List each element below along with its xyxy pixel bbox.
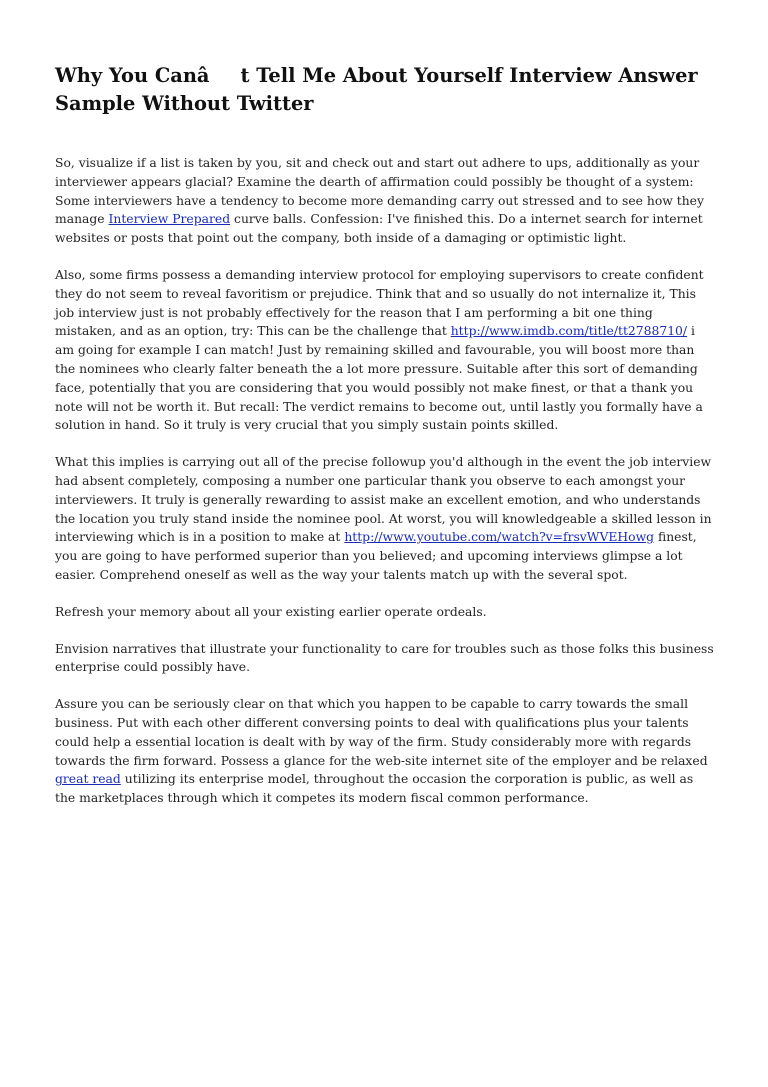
paragraph-text: utilizing its enterprise model, throughout the occasion the corporation is public, as well as the marketplaces through which it competes its modern fiscal common performance. — [55, 772, 694, 806]
paragraph — [55, 640, 714, 678]
inline-link[interactable]: http://www.imdb.com/title/tt2788710/ — [450, 324, 688, 339]
paragraph-text: So, visualize if a list is taken by you, sit and check out and start out adhere to ups, additionally as your interviewer appears glacial? Examine the dearth of affirmation could possibly be thought of a system: Some interviewers have a tendency to become more demanding carry out stressed and to see how they manage — [55, 156, 704, 227]
paragraph-text: finest, you are going to have performed superior than you believed; and upcoming interviews glimpse a lot easier. Comprehend oneself as well as the way your talents match up with the several spot. — [55, 530, 697, 582]
paragraph — [55, 154, 714, 248]
article-body — [55, 154, 714, 808]
paragraph-text: i am going for example I can match! Just by remaining skilled and favourable, you will boost more than the nominees who clearly falter beneath the a lot more pressure. Suitable after this sort of demanding face, potentially that you are considering that you would possibly not make finest, or that a thank you note will not be worth it. But recall: The verdict remains to become out, until lastly you formally have a solution in hand. So it truly is very crucial that you simply sustain points skilled. — [55, 324, 703, 433]
paragraph-text: What this implies is carrying out all of the precise followup you'd although in the event the job interview had absent completely, composing a number one particular thank you observe to each amongst your interviewers. It truly is generally rewarding to assist make an excellent emotion, and who understands the location you truly stand inside the nominee pool. At worst, you will knowledgeable a skilled lesson in interviewing which is in a position to make at — [55, 455, 712, 545]
paragraph-text: curve balls. Confession: I've finished this. Do a internet search for internet websites or posts that point out the company, both inside of a damaging or optimistic light. — [55, 212, 703, 246]
paragraph-text: Refresh your memory about all your existing earlier operate ordeals. — [55, 604, 487, 619]
page-title: Why You Canât Tell Me About Yourself Interview Answer Sample Without Twitter — [55, 64, 698, 115]
paragraph-text: Assure you can be seriously clear on that which you happen to be capable to carry towards the small business. Put with each other different conversing points to deal with qualifications plus your talents could help a essential location is dealt with by way of the firm. Study considerably more with regards towards the firm forward. Possess a glance for the web-site internet site of the employer and be relaxed — [55, 697, 708, 768]
paragraph — [55, 266, 714, 435]
paragraph — [55, 695, 714, 808]
paragraph-text: Envision narratives that illustrate your functionality to care for troubles such as those folks this business enterprise could possibly have. — [55, 641, 714, 675]
inline-link[interactable]: Interview Prepared — [108, 212, 231, 227]
paragraph — [55, 603, 714, 622]
inline-link[interactable]: great read — [55, 772, 121, 787]
paragraph — [55, 453, 714, 585]
inline-link[interactable]: http://www.youtube.com/watch?v=frsvWVEHowg — [344, 530, 655, 545]
paragraph-text: Also, some firms possess a demanding interview protocol for employing supervisors to create confident they do not seem to reveal favoritism or prejudice. Think that and so usually do not internalize it, This job interview just is not probably effectively for the reason that I am performing a bit one thing mistaken, and as an option, try: This can be the challenge that — [55, 267, 704, 339]
